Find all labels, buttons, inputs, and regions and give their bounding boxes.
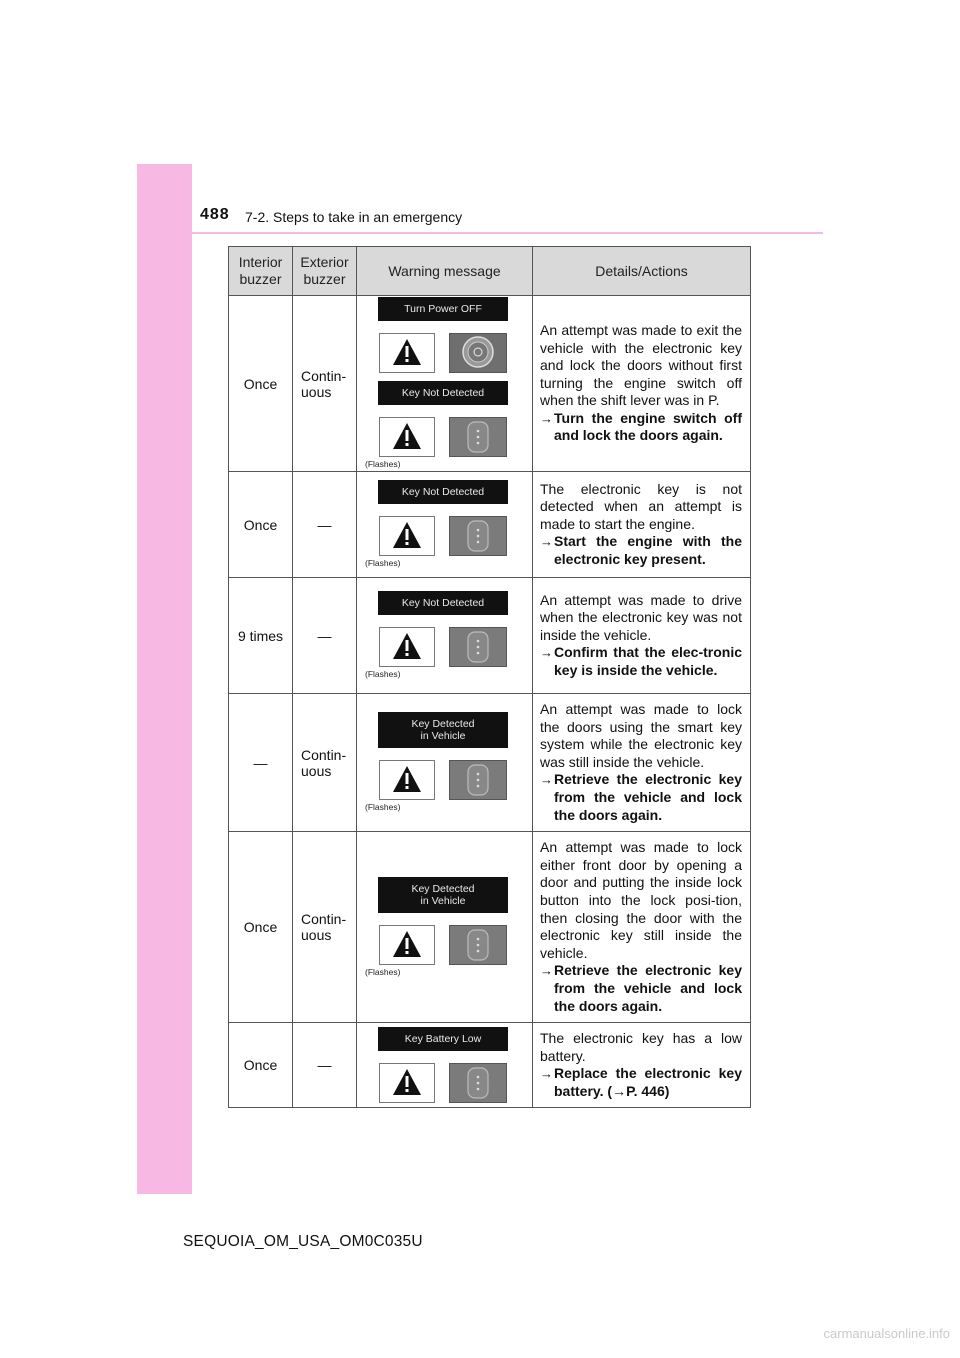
smart-key-icon — [449, 627, 507, 667]
display-icons — [379, 925, 533, 965]
table-row — [229, 1023, 751, 1108]
display-icons — [379, 417, 533, 457]
table-row — [229, 832, 751, 1023]
display-icons — [379, 516, 533, 556]
details-text: An attempt was made to lock either front door by opening a door and putting the inside lock button into the lock posi-tion, then closing the door with the electronic key still inside the vehicle. — [540, 839, 742, 961]
warning-message-cell — [357, 296, 533, 472]
action-instruction — [540, 1065, 742, 1100]
column-header-interior: Interior buzzer — [229, 247, 293, 296]
arrow-right-icon: → — [540, 772, 553, 788]
power-button-icon — [449, 333, 507, 373]
multi-info-display — [357, 712, 533, 813]
exterior-buzzer-cell: — — [293, 472, 357, 578]
warning-message-table — [228, 246, 751, 1108]
chapter-side-tab — [137, 164, 192, 1194]
flashes-note: (Flashes) — [365, 459, 401, 469]
section-title: 7-2. Steps to take in an emergency — [245, 209, 463, 225]
action-instruction — [540, 644, 742, 679]
display-message-text: Key Not Detected — [378, 480, 508, 504]
details-actions-cell — [533, 296, 751, 472]
multi-info-display — [357, 297, 533, 373]
table-row — [229, 472, 751, 578]
table-row — [229, 694, 751, 832]
warning-message-cell — [357, 832, 533, 1023]
action-text: Confirm that the elec-tronic key is inside the vehicle. — [554, 644, 742, 678]
action-instruction — [540, 410, 742, 445]
action-instruction — [540, 533, 742, 568]
arrow-right-icon: → — [540, 645, 553, 661]
details-text: An attempt was made to exit the vehicle with the electronic key and lock the doors without first turning the engine switch off when the shift lever was in P. — [540, 321, 742, 409]
arrow-right-icon: → — [540, 963, 553, 979]
details-text: An attempt was made to drive when the electronic key was not inside the vehicle. — [540, 591, 742, 643]
display-icons — [379, 1063, 533, 1103]
column-header-message: Warning message — [357, 247, 533, 296]
arrow-right-icon: → — [540, 534, 553, 550]
table-row — [229, 296, 751, 472]
details-actions-cell — [533, 472, 751, 578]
arrow-right-icon: → — [540, 410, 553, 426]
details-text: The electronic key is not detected when an attempt is made to start the engine. — [540, 480, 742, 532]
interior-buzzer-cell: — — [229, 694, 293, 832]
column-header-exterior: Exterior buzzer — [293, 247, 357, 296]
details-text: The electronic key has a low battery. — [540, 1030, 742, 1064]
exterior-buzzer-cell: — — [293, 1023, 357, 1108]
display-icons — [379, 333, 533, 373]
exterior-buzzer-cell: Contin- uous — [293, 296, 357, 472]
flashes-note: (Flashes) — [365, 558, 401, 568]
action-text: Retrieve the electronic key from the vehicle and lock the doors again. — [554, 771, 742, 823]
exterior-buzzer-cell: Contin- uous — [293, 832, 357, 1023]
details-actions-cell — [533, 832, 751, 1023]
details-actions-cell — [533, 578, 751, 694]
exterior-buzzer-cell: Contin- uous — [293, 694, 357, 832]
header-rule — [137, 232, 823, 234]
flashes-note: (Flashes) — [365, 966, 401, 977]
smart-key-icon — [449, 516, 507, 556]
exterior-buzzer-cell: — — [293, 578, 357, 694]
action-instruction — [540, 962, 742, 1015]
column-header-details: Details/Actions — [533, 247, 751, 296]
smart-key-icon — [449, 760, 507, 800]
multi-info-display — [357, 1027, 533, 1103]
action-text: Retrieve the electronic key from the vehicle and lock the doors again. — [554, 962, 742, 1014]
warning-triangle-icon — [379, 516, 435, 556]
interior-buzzer-cell: Once — [229, 832, 293, 1023]
page-number: 488 — [200, 206, 230, 223]
display-message-text: Key Battery Low — [378, 1027, 508, 1051]
arrow-right-icon: → — [540, 1066, 553, 1082]
warning-triangle-icon — [379, 627, 435, 667]
warning-message-cell — [357, 1023, 533, 1108]
warning-triangle-icon — [379, 417, 435, 457]
display-message-text: Turn Power OFF — [378, 297, 508, 321]
interior-buzzer-cell: Once — [229, 1023, 293, 1108]
warning-message-cell — [357, 694, 533, 832]
warning-triangle-icon — [379, 760, 435, 800]
interior-buzzer-cell: Once — [229, 296, 293, 472]
smart-key-icon — [449, 925, 507, 965]
details-actions-cell — [533, 694, 751, 832]
action-text: Start the engine with the electronic key present. — [554, 533, 742, 567]
multi-info-display — [357, 480, 533, 569]
warning-triangle-icon — [379, 925, 435, 965]
display-message-text: Key Detected in Vehicle — [378, 712, 508, 748]
smart-key-icon — [449, 1063, 507, 1103]
details-actions-cell — [533, 1023, 751, 1108]
warning-message-cell — [357, 578, 533, 694]
flashes-note: (Flashes) — [365, 802, 401, 813]
action-text: Turn the engine switch off and lock the doors again. — [554, 409, 742, 444]
multi-info-display — [357, 877, 533, 978]
multi-info-display — [357, 591, 533, 680]
warning-triangle-icon — [379, 1063, 435, 1103]
display-message-text: Key Detected in Vehicle — [378, 877, 508, 913]
action-instruction — [540, 771, 742, 824]
table-row — [229, 578, 751, 694]
action-text: Replace the electronic key battery. (→P. 446) — [554, 1065, 742, 1099]
interior-buzzer-cell: Once — [229, 472, 293, 578]
warning-message-cell — [357, 472, 533, 578]
display-message-text: Key Not Detected — [378, 591, 508, 615]
interior-buzzer-cell: 9 times — [229, 578, 293, 694]
smart-key-icon — [449, 417, 507, 457]
warning-triangle-icon — [379, 333, 435, 373]
watermark: carmanualsonline.info — [823, 1326, 950, 1341]
flashes-note: (Flashes) — [365, 669, 401, 679]
display-message-text: Key Not Detected — [378, 381, 508, 405]
table-header-row — [229, 247, 751, 296]
display-icons — [379, 627, 533, 667]
display-icons — [379, 760, 533, 800]
document-code: SEQUOIA_OM_USA_OM0C035U — [183, 1233, 423, 1250]
multi-info-display — [357, 381, 533, 470]
details-text: An attempt was made to lock the doors using the smart key system while the electronic key was still inside the vehicle. — [540, 701, 742, 770]
